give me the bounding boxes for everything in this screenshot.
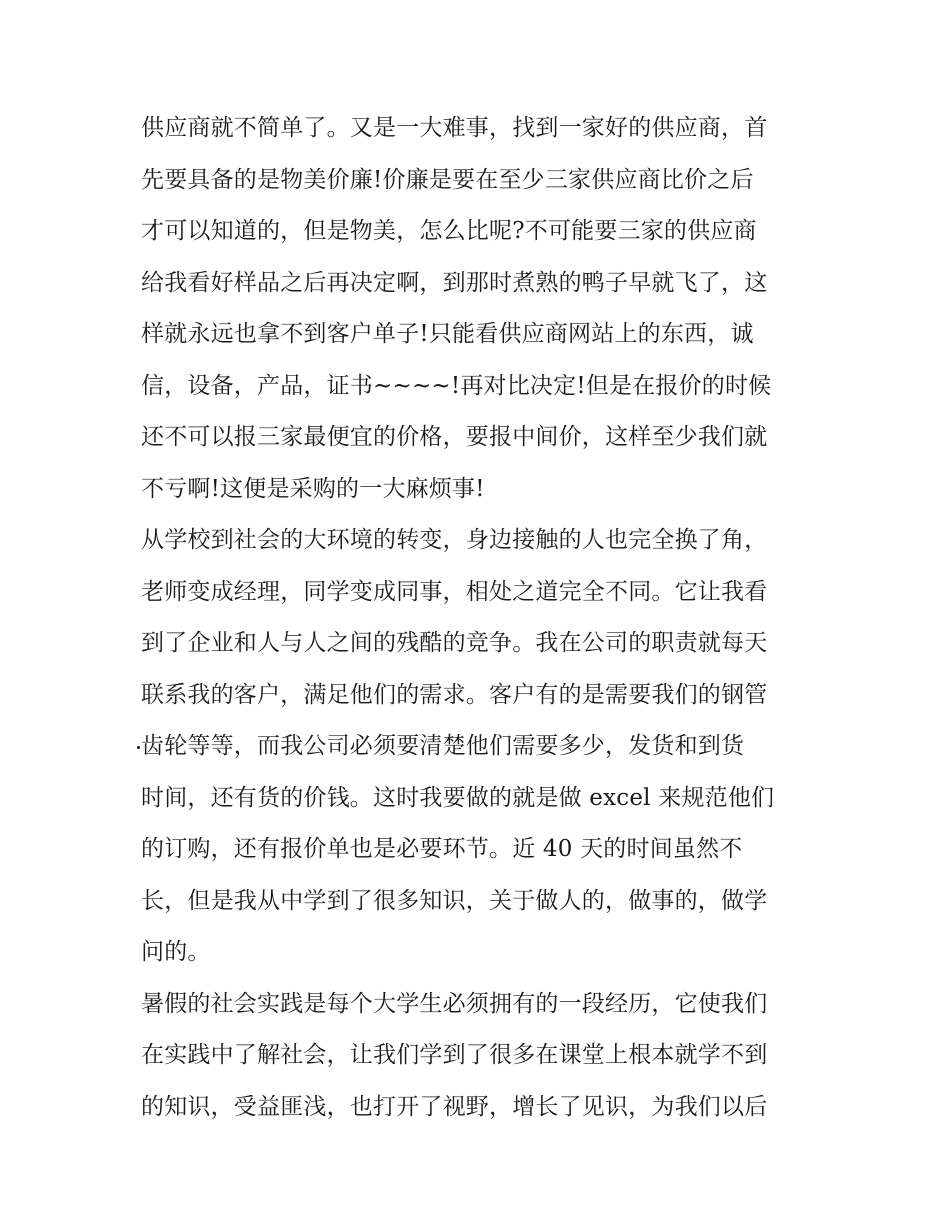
text-line: 才可以知道的，但是物美，怎么比呢?不可能要三家的供应商 <box>141 218 757 244</box>
text-line: 老师变成经理，同学变成同事，相处之道完全不同。它让我看 <box>141 578 768 605</box>
dot-mark <box>137 746 140 749</box>
text-line: 齿轮等等，而我公司必须要清楚他们需要多少，发货和到货 <box>141 733 745 759</box>
text-line: 的订购，还有报价单也是必要环节。近 40 天的时间虽然不 <box>141 836 743 862</box>
text-line: 给我看好样品之后再决定啊，到那时煮熟的鸭子早就飞了，这 <box>141 269 768 296</box>
text-line: 长，但是我从中学到了很多知识，关于做人的，做事的，做学 <box>141 887 768 914</box>
text-line: 还不可以报三家最便宜的价格，要报中间价，这样至少我们就 <box>141 424 768 450</box>
text-line: 问的。 <box>141 939 211 965</box>
text-line: 样就永远也拿不到客户单子!只能看供应商网站上的东西，诚 <box>141 321 754 347</box>
text-line: 在实践中了解社会，让我们学到了很多在课堂上根本就学不到 <box>141 1042 768 1068</box>
text-line-with-dot <box>141 721 821 773</box>
text-line: 信，设备，产品，证书~~~~!再对比决定!但是在报价的时候 <box>141 372 772 399</box>
text-line: 时间，还有货的价钱。这时我要做的就是做 excel 来规范他们 <box>141 784 775 811</box>
text-line: 从学校到社会的大环境的转变，身边接触的人也完全换了角， <box>141 527 768 553</box>
text-line: 联系我的客户，满足他们的需求。客户有的是需要我们的钢管 <box>141 681 768 708</box>
body-text <box>141 103 821 1133</box>
text-line: 供应商就不简单了。又是一大难事，找到一家好的供应商，首 <box>141 115 768 141</box>
text-line: 暑假的社会实践是每个大学生必须拥有的一段经历，它使我们 <box>141 990 768 1017</box>
text-line: 的知识，受益匪浅，也打开了视野，增长了见识，为我们以后 <box>141 1093 768 1120</box>
text-line: 不亏啊!这便是采购的一大麻烦事! <box>141 475 485 502</box>
text-line: 到了企业和人与人之间的残酷的竞争。我在公司的职责就每天 <box>141 630 768 656</box>
text-line: 先要具备的是物美价廉!价廉是要在至少三家供应商比价之后 <box>141 166 754 193</box>
